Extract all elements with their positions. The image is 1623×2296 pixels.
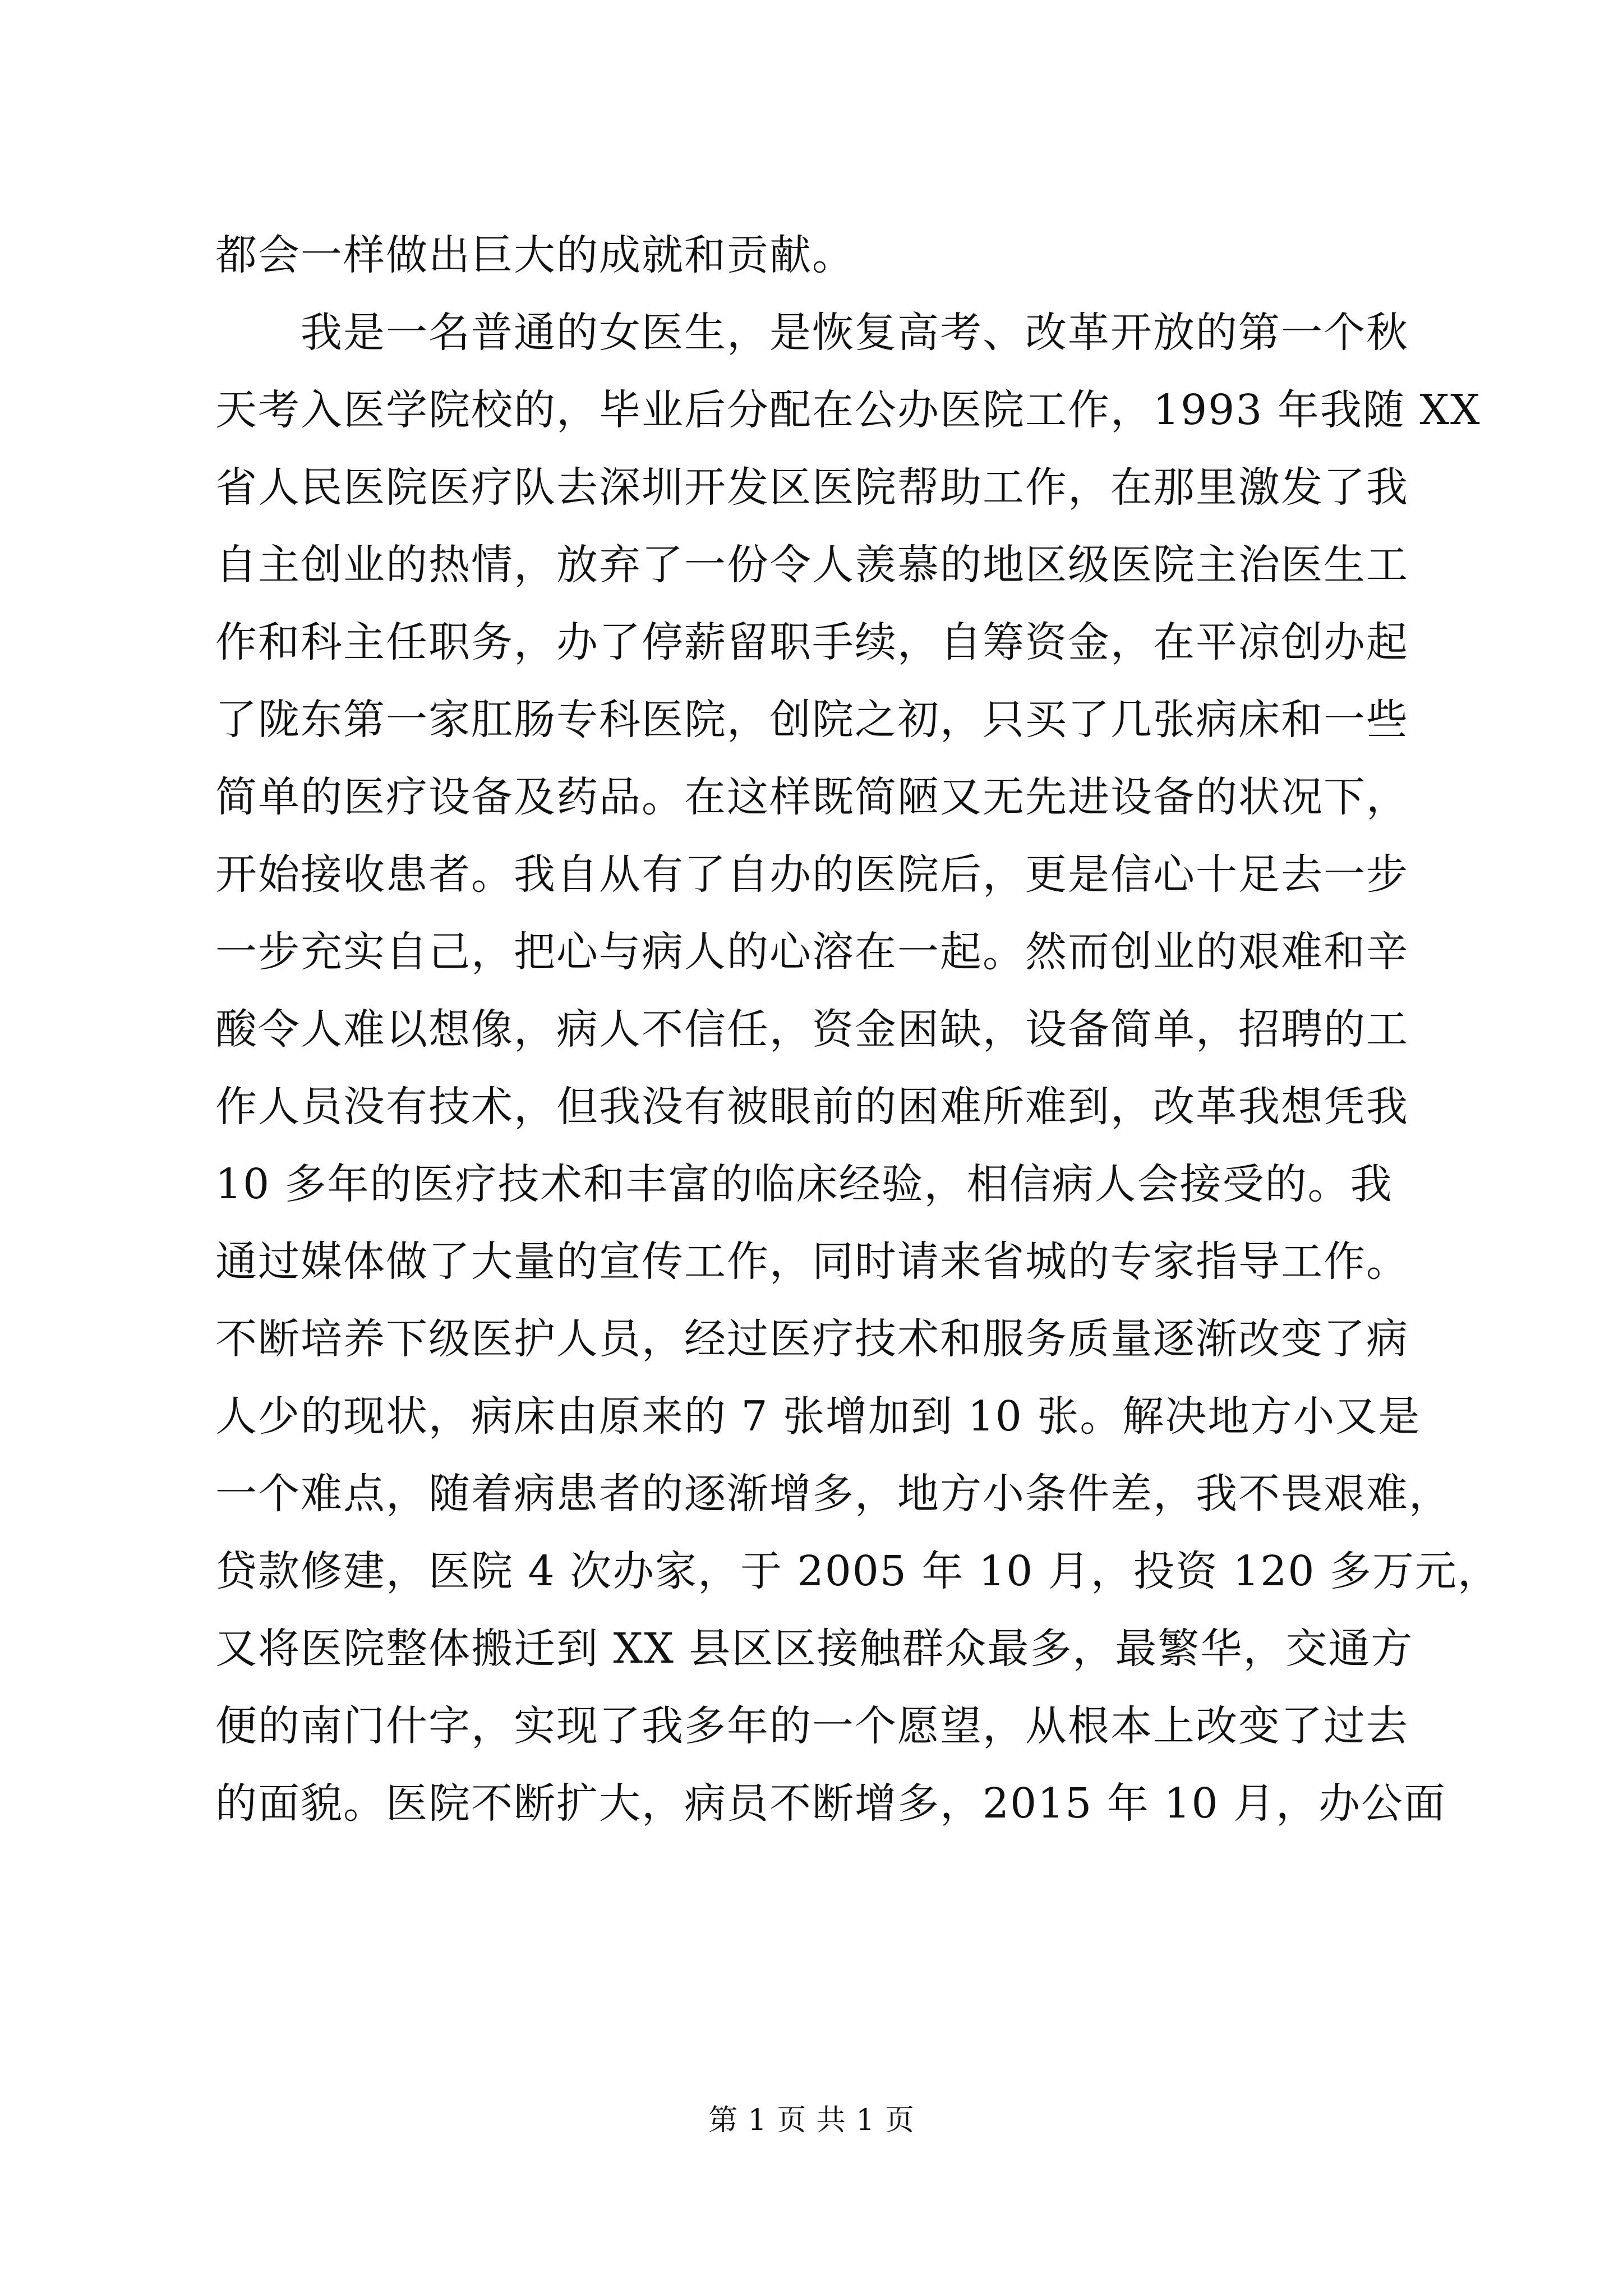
text-line: 开始接收患者。我自从有了自办的医院后，更是信心十足去一步	[215, 850, 1409, 899]
text-line: 都会一样做出巨大的成就和贡献。	[215, 231, 855, 279]
text-line: 又将医院整体搬迁到 XX 县区区接触群众最多，最繁华，交通方	[215, 1625, 1414, 1673]
text-line: 一个难点，随着病患者的逐渐增多，地方小条件差，我不畏艰难，	[215, 1470, 1451, 1518]
text-line: 了陇东第一家肛肠专科医院，创院之初，只买了几张病床和一些	[215, 696, 1409, 744]
text-line: 天考入医学院校的，毕业后分配在公办医院工作，1993 年我随 XX	[215, 386, 1481, 434]
page-footer: 第 1 页 共 1 页	[708, 2104, 915, 2137]
text-line: 的面貌。医院不断扩大，病员不断增多，2015 年 10 月，办公面	[215, 1779, 1447, 1828]
text-line: 一步充实自己，把心与病人的心溶在一起。然而创业的艰难和辛	[215, 928, 1409, 976]
text-line: 作人员没有技术，但我没有被眼前的困难所难到，改革我想凭我	[215, 1083, 1409, 1131]
text-line: 作和科主任职务，办了停薪留职手续，自筹资金，在平凉创办起	[215, 618, 1409, 666]
text-line: 自主创业的热情，放弃了一份令人羡慕的地区级医院主治医生工	[215, 541, 1409, 589]
text-line: 酸令人难以想像，病人不信任，资金困缺，设备简单，招聘的工	[215, 1005, 1409, 1053]
text-line: 不断培养下级医护人员，经过医疗技术和服务质量逐渐改变了病	[215, 1315, 1409, 1363]
text-line: 我是一名普通的女医生，是恢复高考、改革开放的第一个秋	[215, 309, 1409, 357]
text-line: 10 多年的医疗技术和丰富的临床经验，相信病人会接受的。我	[215, 1160, 1393, 1208]
text-line: 省人民医院医疗队去深圳开发区医院帮助工作，在那里激发了我	[215, 463, 1409, 512]
text-line: 简单的医疗设备及药品。在这样既简陋又无先进设备的状况下，	[215, 773, 1409, 821]
text-line: 通过媒体做了大量的宣传工作，同时请来省城的专家指导工作。	[215, 1237, 1409, 1286]
text-line: 便的南门什字，实现了我多年的一个愿望，从根本上改变了过去	[215, 1702, 1409, 1750]
text-line: 贷款修建，医院 4 次办家，于 2005 年 10 月，投资 120 多万元，	[215, 1547, 1500, 1595]
text-line: 人少的现状，病床由原来的 7 张增加到 10 张。解决地方小又是	[215, 1392, 1421, 1441]
